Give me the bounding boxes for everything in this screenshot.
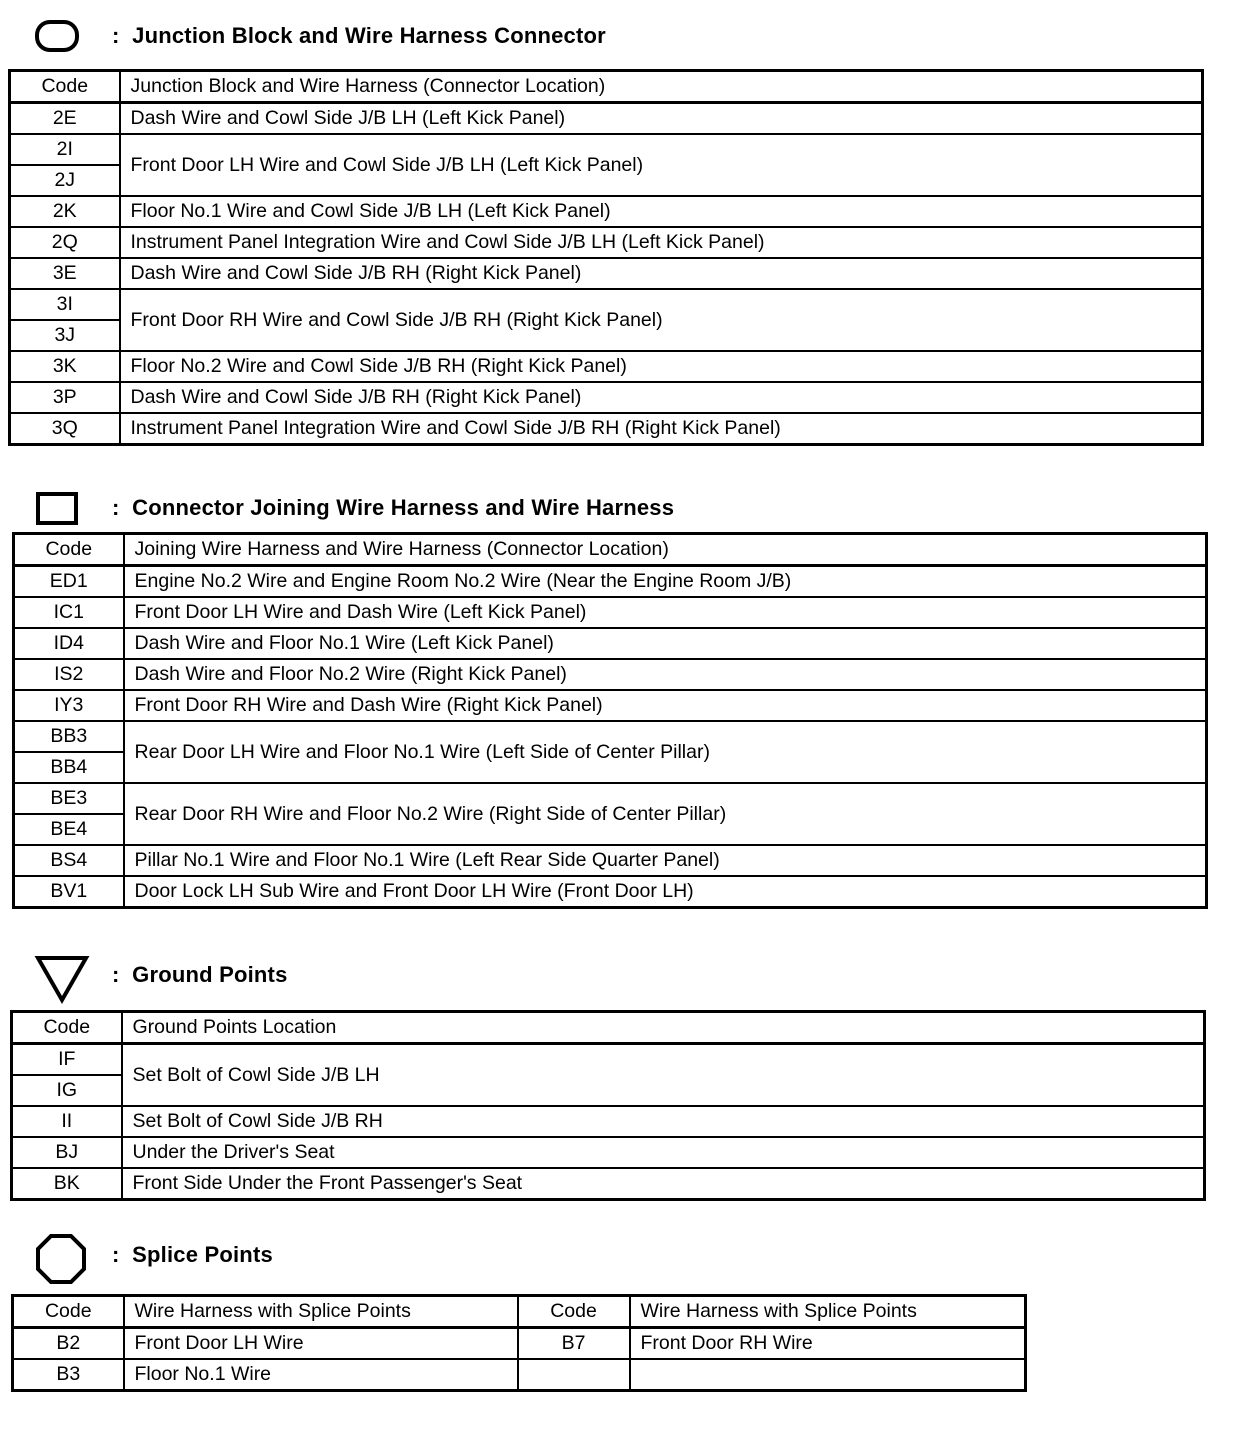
desc-cell: Floor No.1 Wire and Cowl Side J/B LH (Left Kick Panel)	[120, 196, 1203, 227]
ground-table-body	[12, 1012, 1205, 1200]
table-row	[14, 597, 1207, 628]
splice-table	[11, 1294, 1027, 1392]
desc-cell: Set Bolt of Cowl Side J/B LH	[122, 1044, 1205, 1107]
square-icon	[34, 484, 80, 532]
table-header-row	[12, 1012, 1205, 1044]
table-row	[14, 659, 1207, 690]
code-cell: BV1	[14, 876, 124, 908]
table-row	[10, 413, 1203, 445]
code-cell: BJ	[12, 1137, 122, 1168]
code-cell: ID4	[14, 628, 124, 659]
junction-table	[8, 69, 1204, 446]
desc-header: Joining Wire Harness and Wire Harness (Connector Location)	[124, 534, 1207, 566]
table-row	[12, 1168, 1205, 1200]
desc-cell: Door Lock LH Sub Wire and Front Door LH Wire (Front Door LH)	[124, 876, 1207, 908]
octagon-icon	[34, 1232, 88, 1286]
code-cell: 3J	[10, 320, 120, 351]
code-cell: ED1	[14, 566, 124, 598]
desc-header: Wire Harness with Splice Points	[630, 1296, 1026, 1328]
code-cell: BK	[12, 1168, 122, 1200]
code-cell: 3Q	[10, 413, 120, 445]
code-cell: BS4	[14, 845, 124, 876]
table-row	[12, 1044, 1205, 1076]
desc-cell: Dash Wire and Cowl Side J/B RH (Right Kick Panel)	[120, 382, 1203, 413]
desc-cell: Rear Door RH Wire and Floor No.2 Wire (Right Side of Center Pillar)	[124, 783, 1207, 845]
table-header-row	[13, 1296, 1026, 1328]
desc-cell: Front Door RH Wire	[630, 1328, 1026, 1360]
desc-cell	[630, 1359, 1026, 1391]
code-header: Code	[10, 71, 120, 103]
desc-cell: Instrument Panel Integration Wire and Cowl Side J/B LH (Left Kick Panel)	[120, 227, 1203, 258]
desc-cell: Dash Wire and Floor No.1 Wire (Left Kick Panel)	[124, 628, 1207, 659]
code-cell: IG	[12, 1075, 122, 1106]
desc-cell: Front Door LH Wire	[124, 1328, 518, 1360]
ground-section-header	[34, 952, 1034, 1006]
table-row	[14, 628, 1207, 659]
table-row	[13, 1328, 1026, 1360]
desc-cell: Set Bolt of Cowl Side J/B RH	[122, 1106, 1205, 1137]
desc-cell: Floor No.2 Wire and Cowl Side J/B RH (Right Kick Panel)	[120, 351, 1203, 382]
table-row	[14, 845, 1207, 876]
table-row	[10, 258, 1203, 289]
splice-section-header	[34, 1232, 1034, 1286]
desc-cell: Dash Wire and Cowl Side J/B LH (Left Kick Panel)	[120, 103, 1203, 135]
code-cell: 2K	[10, 196, 120, 227]
table-row	[10, 134, 1203, 165]
desc-cell: Dash Wire and Floor No.2 Wire (Right Kick Panel)	[124, 659, 1207, 690]
table-header-row	[10, 71, 1203, 103]
joining-section-title: : Connector Joining Wire Harness and Wire Harness	[112, 495, 675, 520]
code-cell: IF	[12, 1044, 122, 1076]
triangle-down-icon	[34, 952, 90, 1006]
table-row	[10, 227, 1203, 258]
table-row	[10, 196, 1203, 227]
desc-cell: Dash Wire and Cowl Side J/B RH (Right Kick Panel)	[120, 258, 1203, 289]
desc-cell: Front Door LH Wire and Cowl Side J/B LH (Left Kick Panel)	[120, 134, 1203, 196]
code-cell: 3E	[10, 258, 120, 289]
table-row	[10, 289, 1203, 320]
code-cell: IS2	[14, 659, 124, 690]
code-cell: II	[12, 1106, 122, 1137]
desc-cell: Rear Door LH Wire and Floor No.1 Wire (Left Side of Center Pillar)	[124, 721, 1207, 783]
code-header: Code	[518, 1296, 630, 1328]
desc-header: Ground Points Location	[122, 1012, 1205, 1044]
desc-cell: Floor No.1 Wire	[124, 1359, 518, 1391]
code-cell: BE4	[14, 814, 124, 845]
code-header: Code	[12, 1012, 122, 1044]
code-cell: 2J	[10, 165, 120, 196]
desc-header: Junction Block and Wire Harness (Connector Location)	[120, 71, 1203, 103]
table-row	[13, 1359, 1026, 1391]
table-row	[12, 1106, 1205, 1137]
desc-cell: Front Door RH Wire and Dash Wire (Right Kick Panel)	[124, 690, 1207, 721]
ground-table	[10, 1010, 1206, 1201]
splice-section-title: : Splice Points	[112, 1242, 273, 1267]
table-row	[14, 566, 1207, 598]
junction-table-body	[10, 71, 1203, 445]
table-row	[14, 783, 1207, 814]
code-cell	[518, 1359, 630, 1391]
code-cell: BB4	[14, 752, 124, 783]
code-cell: 2Q	[10, 227, 120, 258]
desc-header: Wire Harness with Splice Points	[124, 1296, 518, 1328]
table-header-row	[14, 534, 1207, 566]
splice-table-body	[13, 1296, 1026, 1391]
desc-cell: Under the Driver's Seat	[122, 1137, 1205, 1168]
table-row	[12, 1137, 1205, 1168]
desc-cell: Engine No.2 Wire and Engine Room No.2 Wire (Near the Engine Room J/B)	[124, 566, 1207, 598]
table-row	[10, 382, 1203, 413]
code-cell: 2I	[10, 134, 120, 165]
code-cell: IC1	[14, 597, 124, 628]
rounded-rectangle-icon	[34, 12, 80, 60]
desc-cell: Front Door RH Wire and Cowl Side J/B RH (Right Kick Panel)	[120, 289, 1203, 351]
joining-section-header	[34, 484, 1034, 532]
table-row	[10, 103, 1203, 135]
code-cell: B3	[13, 1359, 124, 1391]
code-cell: BB3	[14, 721, 124, 752]
code-cell: 3K	[10, 351, 120, 382]
code-cell: 3I	[10, 289, 120, 320]
table-row	[14, 721, 1207, 752]
junction-section-header	[34, 12, 1034, 60]
desc-cell: Front Door LH Wire and Dash Wire (Left Kick Panel)	[124, 597, 1207, 628]
joining-table	[12, 532, 1208, 909]
code-cell: B2	[13, 1328, 124, 1360]
code-cell: BE3	[14, 783, 124, 814]
desc-cell: Instrument Panel Integration Wire and Cowl Side J/B RH (Right Kick Panel)	[120, 413, 1203, 445]
desc-cell: Pillar No.1 Wire and Floor No.1 Wire (Left Rear Side Quarter Panel)	[124, 845, 1207, 876]
junction-section-title: : Junction Block and Wire Harness Connector	[112, 23, 606, 48]
table-row	[14, 876, 1207, 908]
code-cell: IY3	[14, 690, 124, 721]
joining-table-body	[14, 534, 1207, 908]
code-cell: 2E	[10, 103, 120, 135]
code-header: Code	[13, 1296, 124, 1328]
code-cell: 3P	[10, 382, 120, 413]
ground-section-title: : Ground Points	[112, 962, 288, 987]
table-row	[10, 351, 1203, 382]
code-cell: B7	[518, 1328, 630, 1360]
desc-cell: Front Side Under the Front Passenger's Seat	[122, 1168, 1205, 1200]
code-header: Code	[14, 534, 124, 566]
table-row	[14, 690, 1207, 721]
